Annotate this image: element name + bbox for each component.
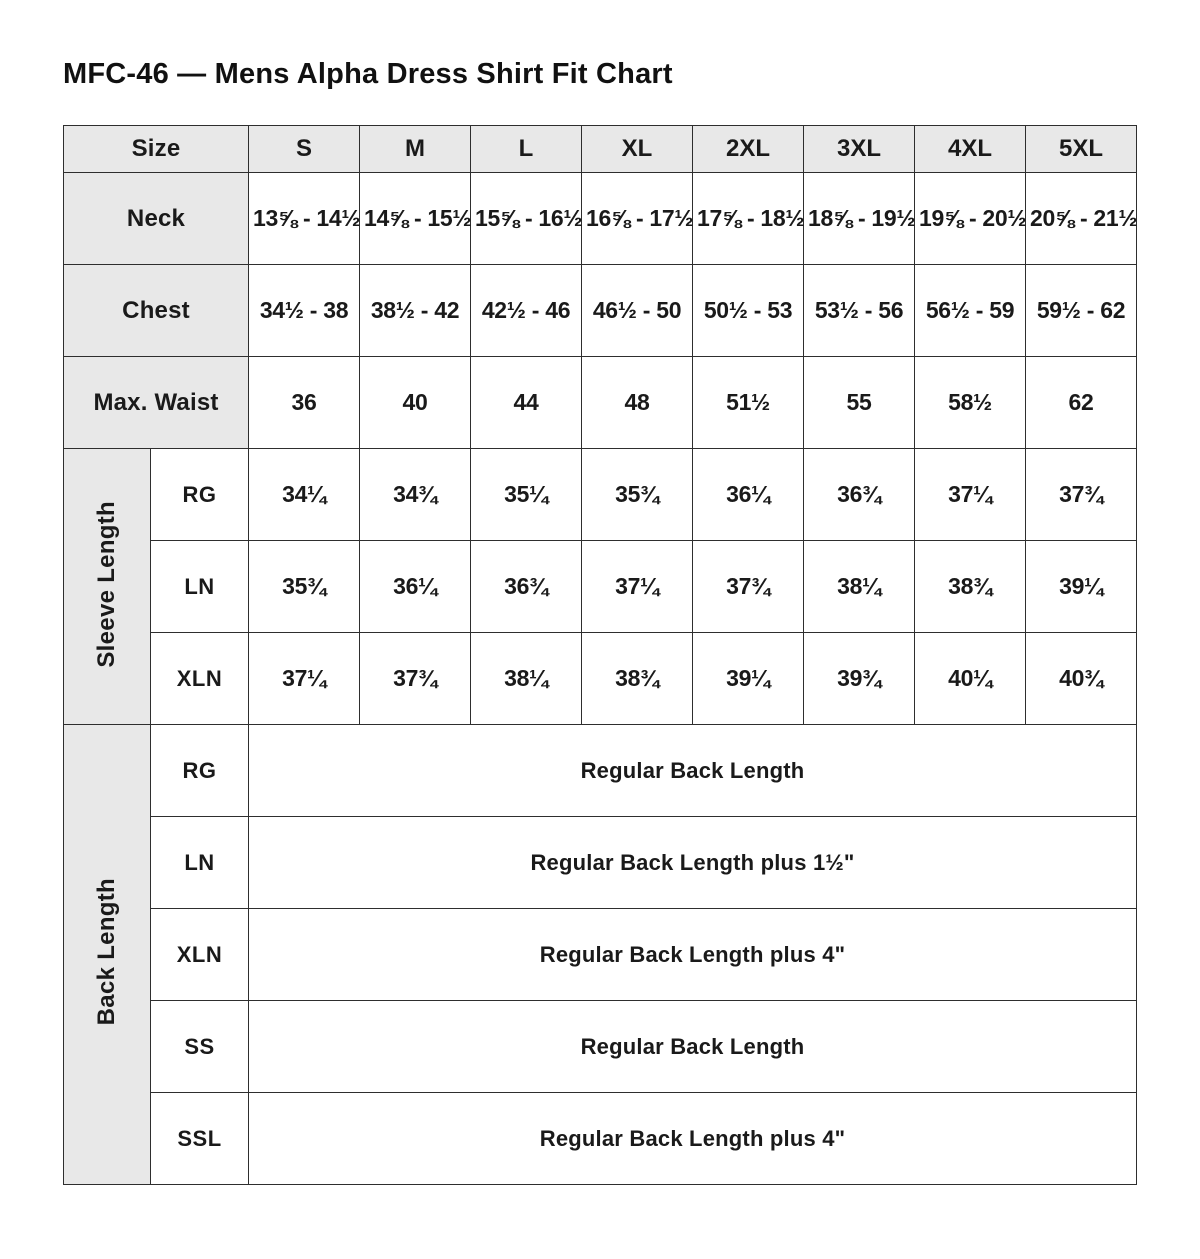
neck-row-label: Neck [64,173,249,265]
waist-cell: 48 [582,357,693,449]
sleeve-rg-cell: 37¼ [915,449,1026,541]
back-ln-label: LN [151,817,249,909]
chest-cell: 38½ - 42 [360,265,471,357]
back-ss-value: Regular Back Length [249,1001,1137,1093]
size-col-header-4xl: 4XL [915,126,1026,173]
chest-cell: 34½ - 38 [249,265,360,357]
sleeve-ln-cell: 38¾ [915,541,1026,633]
sleeve-ln-cell: 38¼ [804,541,915,633]
sleeve-xln-cell: 40¾ [1026,633,1137,725]
back-ss-row [64,1001,1137,1093]
sleeve-ln-cell: 37¼ [582,541,693,633]
neck-cell: 17⅝ - 18½ [693,173,804,265]
back-rg-value: Regular Back Length [249,725,1137,817]
sleeve-xln-row [64,633,1137,725]
neck-row [64,173,1137,265]
sleeve-ln-cell: 36¼ [360,541,471,633]
neck-cell: 14⅝ - 15½ [360,173,471,265]
sleeve-ln-label: LN [151,541,249,633]
back-xln-row [64,909,1137,1001]
size-col-header-s: S [249,126,360,173]
chest-cell: 59½ - 62 [1026,265,1137,357]
back-ssl-label: SSL [151,1093,249,1185]
sleeve-ln-cell: 37¾ [693,541,804,633]
size-col-header-l: L [471,126,582,173]
size-col-header-m: M [360,126,471,173]
back-length-section-label: Back Length [64,725,151,1185]
neck-cell: 20⅝ - 21½ [1026,173,1137,265]
header-row [64,126,1137,173]
sleeve-ln-row [64,541,1137,633]
back-ln-value: Regular Back Length plus 1½" [249,817,1137,909]
sleeve-rg-cell: 35¼ [471,449,582,541]
size-col-header-5xl: 5XL [1026,126,1137,173]
sleeve-length-section-label: Sleeve Length [64,449,151,725]
sleeve-xln-cell: 38¾ [582,633,693,725]
waist-cell: 58½ [915,357,1026,449]
sleeve-xln-cell: 39¼ [693,633,804,725]
chest-row [64,265,1137,357]
sleeve-xln-cell: 40¼ [915,633,1026,725]
chest-cell: 56½ - 59 [915,265,1026,357]
neck-cell: 16⅝ - 17½ [582,173,693,265]
page-title: MFC-46 — Mens Alpha Dress Shirt Fit Chart [63,58,673,90]
sleeve-rg-cell: 36¾ [804,449,915,541]
sleeve-ln-cell: 36¾ [471,541,582,633]
waist-cell: 40 [360,357,471,449]
sleeve-rg-cell: 34¾ [360,449,471,541]
waist-cell: 55 [804,357,915,449]
back-xln-value: Regular Back Length plus 4" [249,909,1137,1001]
chest-row-label: Chest [64,265,249,357]
sleeve-rg-label: RG [151,449,249,541]
back-rg-label: RG [151,725,249,817]
waist-cell: 44 [471,357,582,449]
neck-cell: 13⅝ - 14½ [249,173,360,265]
neck-cell: 18⅝ - 19½ [804,173,915,265]
fit-chart-table [63,125,1137,1185]
sleeve-xln-label: XLN [151,633,249,725]
sleeve-rg-cell: 34¼ [249,449,360,541]
chest-cell: 50½ - 53 [693,265,804,357]
waist-cell: 62 [1026,357,1137,449]
sleeve-xln-cell: 37¼ [249,633,360,725]
size-col-header-3xl: 3XL [804,126,915,173]
neck-cell: 15⅝ - 16½ [471,173,582,265]
back-ssl-row [64,1093,1137,1185]
chest-cell: 53½ - 56 [804,265,915,357]
back-ss-label: SS [151,1001,249,1093]
back-xln-label: XLN [151,909,249,1001]
back-ssl-value: Regular Back Length plus 4" [249,1093,1137,1185]
sleeve-xln-cell: 39¾ [804,633,915,725]
sleeve-rg-cell: 37¾ [1026,449,1137,541]
sleeve-rg-row [64,449,1137,541]
size-col-header-xl: XL [582,126,693,173]
chest-cell: 42½ - 46 [471,265,582,357]
waist-cell: 36 [249,357,360,449]
neck-cell: 19⅝ - 20½ [915,173,1026,265]
sleeve-rg-cell: 36¼ [693,449,804,541]
sleeve-ln-cell: 39¼ [1026,541,1137,633]
waist-row [64,357,1137,449]
back-rg-row [64,725,1137,817]
waist-row-label: Max. Waist [64,357,249,449]
size-col-header-2xl: 2XL [693,126,804,173]
sleeve-rg-cell: 35¾ [582,449,693,541]
sleeve-xln-cell: 37¾ [360,633,471,725]
back-ln-row [64,817,1137,909]
sleeve-ln-cell: 35¾ [249,541,360,633]
chest-cell: 46½ - 50 [582,265,693,357]
waist-cell: 51½ [693,357,804,449]
sleeve-xln-cell: 38¼ [471,633,582,725]
size-header-cell: Size [64,126,249,173]
